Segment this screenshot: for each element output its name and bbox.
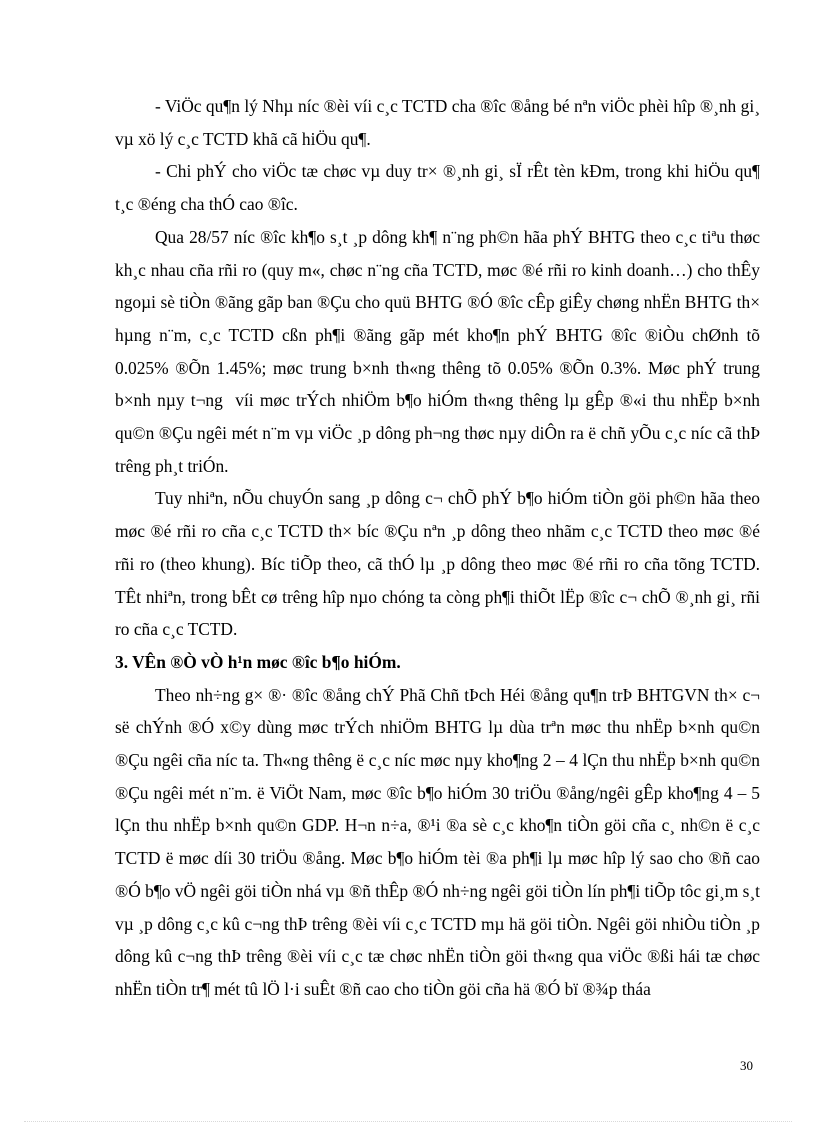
paragraph-4: Tuy nhiªn, nÕu chuyÓn sang ¸p dông c¬ chÕ phÝ b¶o hiÓm tiÒn göi ph©n hãa theo møc ®é rñi ro cña c¸c TCTD th× bíc ®Çu nªn ¸p dông theo nhãm c¸c TCTD theo møc ®é rñi ro (theo khung). Bíc tiÕp theo, cã thÓ lµ ¸p dông theo møc ®é rñi ro cña tõng TCTD. TÊt nhiªn, trong bÊt cø trêng hîp nµo chóng ta còng ph¶i thiÕt lËp ®îc c¬ chÕ ®¸nh gi¸ rñi ro cña c¸c TCTD. — [115, 488, 760, 640]
page-number: 30 — [740, 1058, 753, 1073]
section-heading: 3. VÊn ®Ò vÒ h¹n møc ®îc b¶o hiÓm. — [115, 651, 401, 672]
paragraph-5: Theo nh÷ng g× ®· ®îc ®ång chÝ Phã Chñ tÞch Héi ®ång qu¶n trÞ BHTGVN th× c¬ së chÝnh ®Ó x©y dùng møc trÝch nhiÖm BHTG lµ dùa trªn møc thu nhËp b×nh qu©n ®Çu ngêi cña níc ta. Th«ng thêng ë c¸c níc møc nµy kho¶ng 2 – 4 lÇn thu nhËp b×nh qu©n ®Çu ngêi mét n¨m. ë ViÖt Nam, møc ®îc b¶o hiÓm 30 triÖu ®ång/ngêi gÊp kho¶ng 4 – 5 lÇn thu nhËp b×nh qu©n GDP. H¬n n÷a, ®¹i ®a sè c¸c kho¶n tiÒn göi cña c¸ nh©n ë c¸c TCTD ë møc díi 30 triÖu ®ång. Møc b¶o hiÓm tèi ®a ph¶i lµ møc hîp lý sao cho ®ñ cao ®Ó b¶o vÖ ngêi göi tiÒn nhá vµ ®ñ thÊp ®Ó nh÷ng ngêi göi tiÒn lín ph¶i tiÕp tôc gi¸m s¸t vµ ¸p dông c¸c kû c¬ng thÞ trêng ®èi víi c¸c TCTD mµ hä göi tiÒn. Ngêi göi nhiÒu tiÒn ¸p dông kû c¬ng thÞ trêng ®èi víi c¸c tæ chøc nhËn tiÒn göi th«ng qua viÖc ®ßi hái tæ chøc nhËn tiÒn tr¶ mét tû lÖ l·i suÊt ®ñ cao cho tiÒn göi cña hä ®Ó bï ®¾p tháa — [115, 684, 760, 999]
paragraph-2: - Chi phÝ cho viÖc tæ chøc vµ duy tr× ®¸nh gi¸ sÏ rÊt tèn kÐm, trong khi hiÖu qu¶ t¸c ®éng cha thÓ cao ®îc. — [115, 161, 760, 215]
paragraph-1: - ViÖc qu¶n lý Nhµ níc ®èi víi c¸c TCTD cha ®îc ®ång bé nªn viÖc phèi hîp ®¸nh gi¸ vµ xö lý c¸c TCTD khã cã hiÖu qu¶. — [115, 96, 760, 149]
paragraph-3: Qua 28/57 níc ®îc kh¶o s¸t ¸p dông kh¶ n¨ng ph©n hãa phÝ BHTG theo c¸c tiªu thøc kh¸c nhau cña rñi ro (quy m«, chøc n¨ng cña TCTD, møc ®é rñi ro kinh doanh…) cho thÊy ngoµi sè tiÒn ®ãng gãp ban ®Çu cho quü BHTG ®Ó ®îc cÊp giÊy chøng nhËn BHTG th× hµng n¨m, c¸c TCTD cßn ph¶i ®ãng gãp mét kho¶n phÝ BHTG ®îc ®iÒu chØnh tõ 0.025% ®Õn 1.45%; møc trung b×nh th«ng thêng tõ 0.05% ®Õn 0.3%. Møc phÝ trung b×nh nµy t¬ng víi møc trÝch nhiÖm b¶o hiÓm th«ng thêng lµ gÊp ®«i thu nhËp b×nh qu©n ®Çu ngêi mét n¨m vµ viÖc ¸p dông ph¬ng thøc nµy diÔn ra ë chñ yÕu c¸c níc cã thÞ trêng ph¸t triÓn. — [115, 226, 760, 476]
body-text — [115, 90, 760, 1006]
footer-divider — [24, 1121, 792, 1122]
